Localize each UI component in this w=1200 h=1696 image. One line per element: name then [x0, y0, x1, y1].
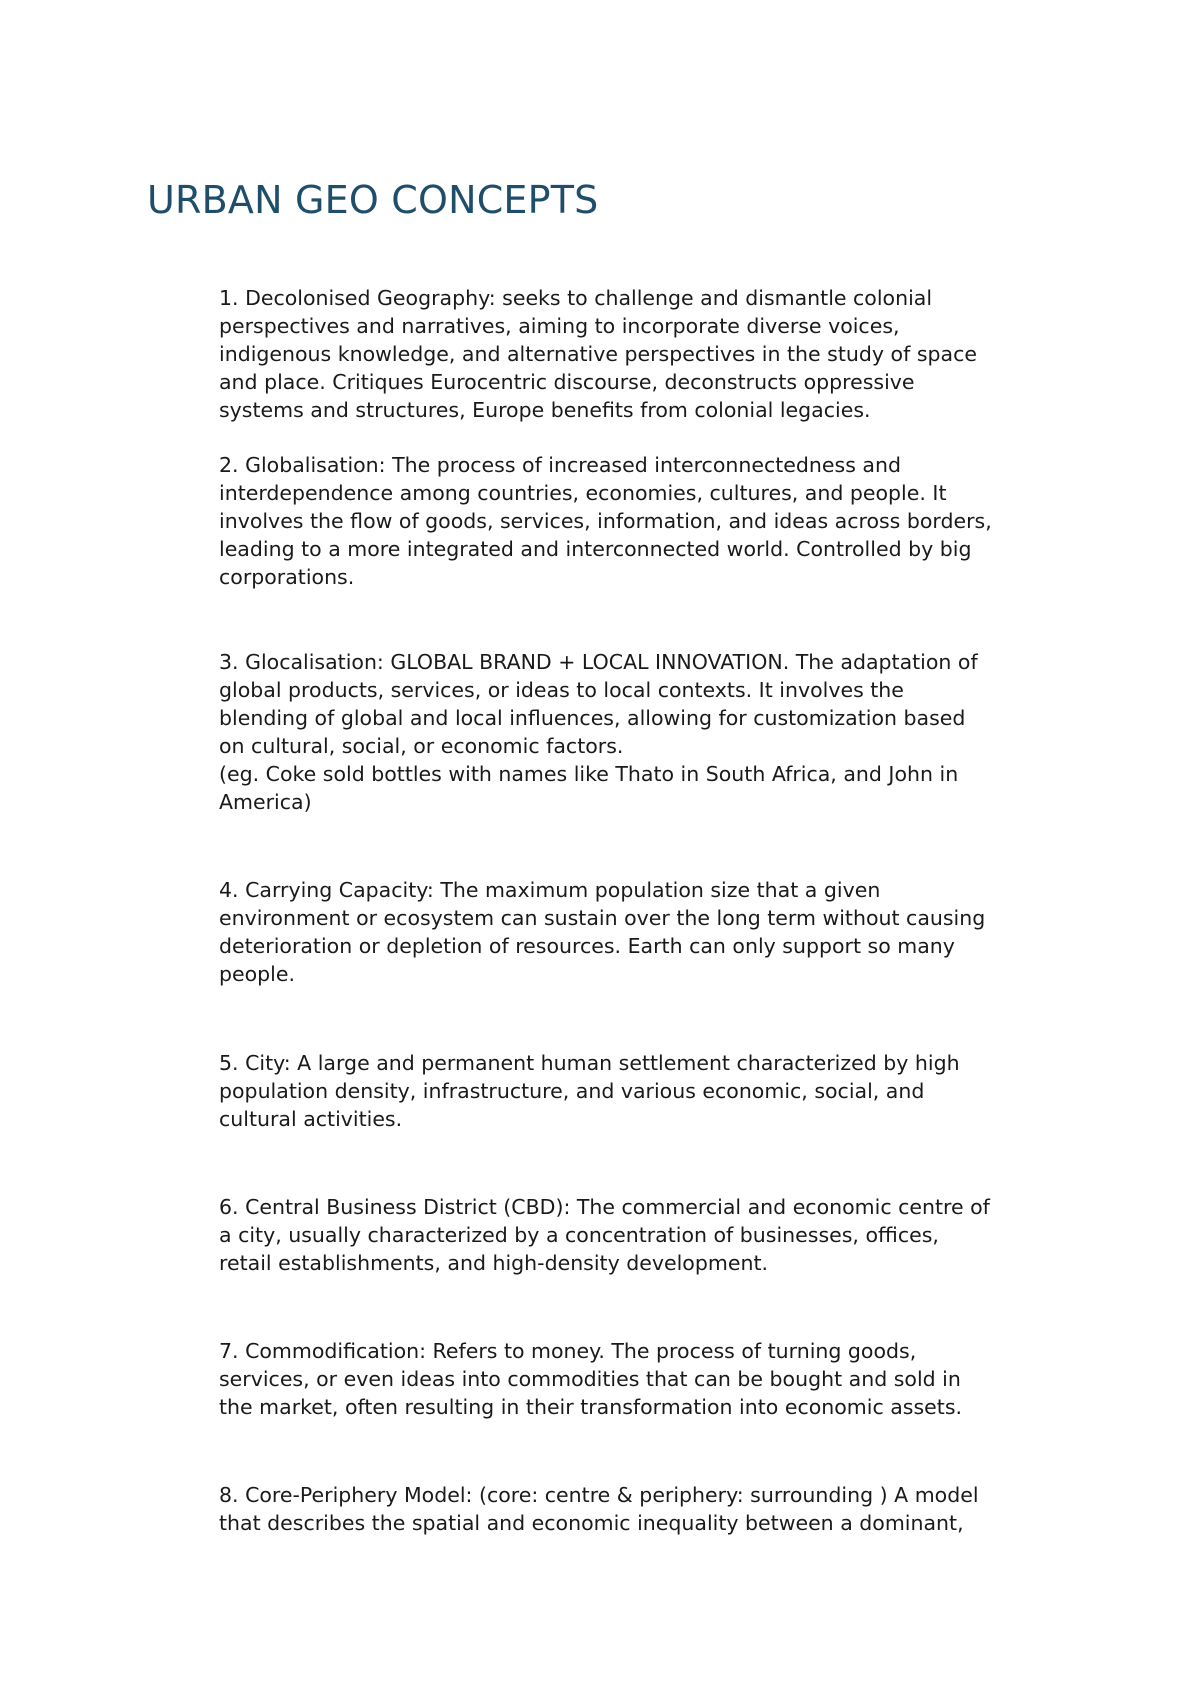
concept-entry: [219, 648, 1069, 816]
page-title: URBAN GEO CONCEPTS: [147, 178, 599, 222]
concept-entry: [219, 1193, 1069, 1277]
text-line: involves the flow of goods, services, information, and ideas across borders,: [219, 509, 992, 533]
text-line: population density, infrastructure, and various economic, social, and: [219, 1079, 925, 1103]
concept-paragraph: [219, 1049, 1069, 1133]
concept-entry: [219, 451, 1069, 591]
text-line: leading to a more integrated and interconnected world. Controlled by big: [219, 537, 972, 561]
concept-entry: [219, 1481, 1069, 1537]
text-line: cultural activities.: [219, 1107, 403, 1131]
text-line: the market, often resulting in their transformation into economic assets.: [219, 1395, 963, 1419]
text-line: corporations.: [219, 565, 355, 589]
concept-entry: [219, 284, 1069, 424]
concept-paragraph: [219, 1193, 1069, 1277]
text-line: 8. Core-Periphery Model: (core: centre & periphery: surrounding ) A model: [219, 1483, 979, 1507]
text-line: deterioration or depletion of resources. Earth can only support so many: [219, 934, 955, 958]
text-line: environment or ecosystem can sustain over the long term without causing: [219, 906, 986, 930]
text-line: 3. Glocalisation: GLOBAL BRAND + LOCAL INNOVATION. The adaptation of: [219, 650, 978, 674]
text-line: a city, usually characterized by a concentration of businesses, offices,: [219, 1223, 939, 1247]
concept-entry: [219, 876, 1069, 988]
concept-paragraph: [219, 1337, 1069, 1421]
text-line: 5. City: A large and permanent human settlement characterized by high: [219, 1051, 960, 1075]
concept-paragraph: [219, 1481, 1069, 1537]
text-line: 2. Globalisation: The process of increased interconnectedness and: [219, 453, 901, 477]
text-line: systems and structures, Europe benefits from colonial legacies.: [219, 398, 871, 422]
text-line: 7. Commodification: Refers to money. The process of turning goods,: [219, 1339, 917, 1363]
text-line: people.: [219, 962, 296, 986]
text-line: and place. Critiques Eurocentric discourse, deconstructs oppressive: [219, 370, 915, 394]
text-line: on cultural, social, or economic factors.: [219, 734, 624, 758]
text-line: America): [219, 790, 312, 814]
concept-paragraph: [219, 451, 1069, 591]
text-line: interdependence among countries, economies, cultures, and people. It: [219, 481, 947, 505]
concept-paragraph: [219, 876, 1069, 988]
text-line: indigenous knowledge, and alternative perspectives in the study of space: [219, 342, 977, 366]
text-line: services, or even ideas into commodities that can be bought and sold in: [219, 1367, 961, 1391]
text-line: 6. Central Business District (CBD): The commercial and economic centre of: [219, 1195, 990, 1219]
text-line: (eg. Coke sold bottles with names like Thato in South Africa, and John in: [219, 762, 959, 786]
text-line: global products, services, or ideas to local contexts. It involves the: [219, 678, 904, 702]
concept-entry: [219, 1337, 1069, 1421]
concept-paragraph: [219, 648, 1069, 816]
concept-entry: [219, 1049, 1069, 1133]
text-line: 4. Carrying Capacity: The maximum population size that a given: [219, 878, 881, 902]
concept-paragraph: [219, 284, 1069, 424]
text-line: 1. Decolonised Geography: seeks to challenge and dismantle colonial: [219, 286, 933, 310]
text-line: that describes the spatial and economic inequality between a dominant,: [219, 1511, 964, 1535]
text-line: perspectives and narratives, aiming to incorporate diverse voices,: [219, 314, 900, 338]
text-line: retail establishments, and high-density development.: [219, 1251, 768, 1275]
text-line: blending of global and local influences, allowing for customization based: [219, 706, 966, 730]
